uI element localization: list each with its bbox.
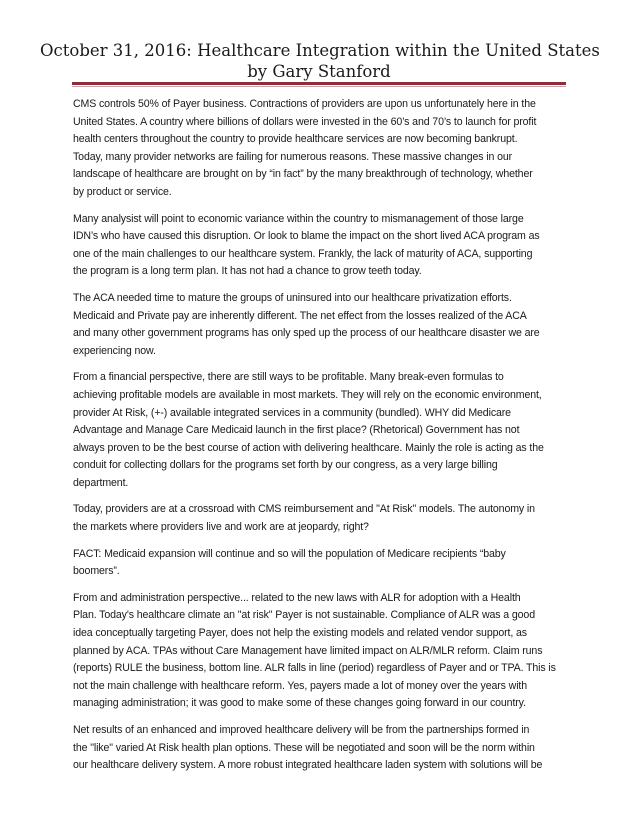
paragraph-line: From a financial perspective, there are still ways to be profitable. Many break-even formulas to [73, 371, 504, 384]
paragraph-line: boomers”. [73, 565, 120, 578]
paragraph-line: The ACA needed time to mature the groups of uninsured into our healthcare privatization efforts. [73, 291, 512, 304]
paragraph-line: and many other government programs has only sped up the process of our healthcare disaster we are [73, 327, 540, 340]
paragraph-line: Advantage and Manage Care Medicaid launch in the first place? (Rhetorical) Government has not [73, 424, 520, 437]
paragraph-line: managing administration; it was good to make some of these changes going forward in our country. [73, 697, 526, 710]
paragraph-line: not the main challenge with healthcare reform. Yes, payers made a lot of money over the years with [73, 679, 528, 692]
paragraph-line: FACT: Medicaid expansion will continue and so will the population of Medicare recipients “baby [73, 547, 506, 560]
paragraph [73, 369, 569, 492]
paragraph [73, 290, 569, 360]
paragraph-line: Today, many provider networks are failing for numerous reasons. These massive changes in our [73, 150, 513, 163]
paragraph-line: planned by ACA. TPAs without Care Management have limited impact on ALR/MLR reform. Claim runs [73, 644, 543, 657]
title-line: October 31, 2016: Healthcare Integration within the United States [40, 41, 600, 60]
paragraph [73, 96, 569, 202]
paragraph-line: department. [73, 476, 129, 489]
paragraph-line: the markets where providers live and work are at jeopardy, right? [73, 521, 369, 534]
paragraph-line: our healthcare delivery system. A more robust integrated healthcare laden system with solutions will be [73, 759, 543, 772]
paragraph-line: always proven to be the best course of action with delivering healthcare. Mainly the role is acting as the [73, 441, 544, 454]
paragraph-line: by product or service. [73, 185, 172, 198]
paragraph-line: IDN’s who have caused this disruption. Or look to blame the impact on the short lived ACA program as [73, 230, 540, 243]
paragraph-line: Today, providers are at a crossroad with CMS reimbursement and "At Risk" models. The autonomy in [73, 503, 535, 516]
paragraph [73, 722, 569, 775]
document-body [73, 96, 569, 784]
paragraph-line: one of the main challenges to our healthcare system. Frankly, the lack of maturity of ACA, supporting [73, 247, 533, 260]
paragraph [73, 590, 569, 713]
paragraph-line: Many analysist will point to economic variance within the country to mismanagement of those large [73, 212, 524, 225]
paragraph-line: health centers throughout the country to provide healthcare services are now becoming bankrupt. [73, 133, 518, 146]
paragraph-line: the program is a long term plan. It has not had a chance to grow teeth today. [73, 265, 422, 278]
paragraph-line: Medicaid and Private pay are inherently different. The net effect from the losses realized of the ACA [73, 309, 527, 322]
paragraph-line: Plan. Today's healthcare climate an "at risk" Payer is not sustainable. Compliance of ALR was a good [73, 609, 535, 622]
paragraph-line: achieving profitable models are available in most markets. They will rely on the economic environment, [73, 388, 542, 401]
paragraph-line: (reports) RULE the business, bottom line. ALR falls in line (period) regardless of Payer and or TPA. This is [73, 662, 556, 675]
title-divider-thin [72, 86, 566, 87]
paragraph-line: United States. A country where billions of dollars were invested in the 60’s and 70’s to launch for profit [73, 115, 537, 128]
paragraph-line: Net results of an enhanced and improved healthcare delivery will be from the partnerships formed in [73, 724, 530, 736]
paragraph-line: CMS controls 50% of Payer business. Contractions of providers are upon us unfortunately here in the [73, 98, 536, 110]
paragraph-line: conduit for collecting dollars for the programs set forth by our congress, as a very large billing [73, 459, 498, 472]
paragraph-line: experiencing now. [73, 344, 156, 357]
document-title [40, 40, 598, 82]
title-byline: by Gary Stanford [247, 62, 391, 81]
paragraph-line: landscape of healthcare are brought on by “in fact” by the many breakthrough of technology, whether [73, 168, 533, 181]
paragraph-line: provider At Risk, (+-) available integrated services in a community (bundled). WHY did Medicare [73, 406, 511, 419]
paragraph-line: From and administration perspective... related to the new laws with ALR for adoption with a Health [73, 591, 521, 604]
paragraph [73, 211, 569, 281]
paragraph-line: the "like" varied At Risk health plan options. These will be negotiated and soon will be the norm within [73, 741, 535, 754]
paragraph [73, 546, 569, 581]
paragraph-line: idea conceptually targeting Payer, does not help the existing models and related vendor support, as [73, 627, 527, 640]
title-divider [72, 82, 566, 85]
paragraph [73, 501, 569, 536]
